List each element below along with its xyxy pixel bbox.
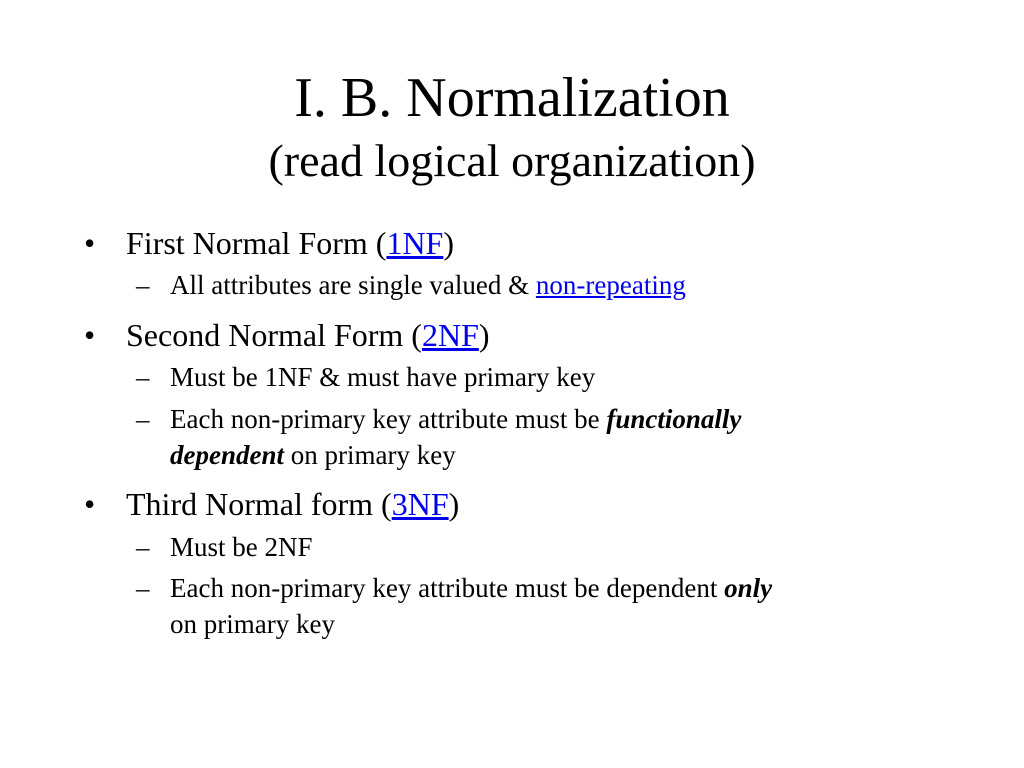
emphasis-functionally: functionally [606, 404, 742, 435]
sub-bullet-text: All attributes are single valued & [170, 270, 536, 301]
emphasis-only: only [724, 573, 773, 604]
bullet-first-normal-form [80, 224, 960, 262]
sub-bullet-text-end: on primary key [170, 608, 335, 639]
sub-bullet-must-be-1nf [80, 360, 960, 396]
sub-bullet-dependent-only [80, 571, 960, 642]
sub-bullet-text-end: on primary key [284, 439, 456, 470]
dash-icon: – [136, 531, 150, 562]
dash-icon: – [136, 404, 150, 435]
bullet-second-normal-form [80, 316, 960, 354]
bullet-icon: • [84, 317, 96, 354]
bullet-third-normal-form [80, 485, 960, 523]
slide-title: I. B. Normalization [294, 67, 730, 129]
sub-bullet-text: Each non-primary key attribute must be dependent [170, 573, 725, 604]
slide-subtitle: (read logical organization) [268, 135, 756, 186]
dash-icon: – [136, 270, 150, 301]
bullet-text: First Normal Form ( [126, 225, 387, 261]
bullet-icon: • [84, 225, 96, 261]
link-2nf[interactable]: 2NF [421, 317, 479, 354]
slide-title-block [0, 67, 1024, 186]
bullet-text: Third Normal form ( [126, 486, 392, 523]
dash-icon: – [136, 573, 150, 604]
slide-body [80, 224, 960, 643]
sub-bullet-single-valued [80, 268, 960, 304]
bullet-text-close: ) [443, 225, 454, 261]
sub-bullet-text: Must be 2NF [170, 531, 313, 562]
sub-bullet-functionally-dependent [80, 402, 960, 473]
bullet-text-close: ) [448, 486, 460, 523]
dash-icon: – [136, 362, 150, 393]
sub-bullet-must-be-2nf [80, 530, 960, 566]
link-1nf[interactable]: 1NF [386, 225, 444, 261]
emphasis-dependent: dependent [170, 439, 284, 470]
bullet-text-close: ) [478, 317, 490, 354]
sub-bullet-text: Must be 1NF & must have primary key [170, 362, 596, 393]
sub-bullet-text: Each non-primary key attribute must be [170, 404, 607, 435]
link-non-repeating[interactable]: non-repeating [535, 270, 686, 301]
bullet-icon: • [84, 486, 96, 523]
link-3nf[interactable]: 3NF [391, 486, 449, 523]
bullet-text: Second Normal Form ( [126, 317, 422, 354]
